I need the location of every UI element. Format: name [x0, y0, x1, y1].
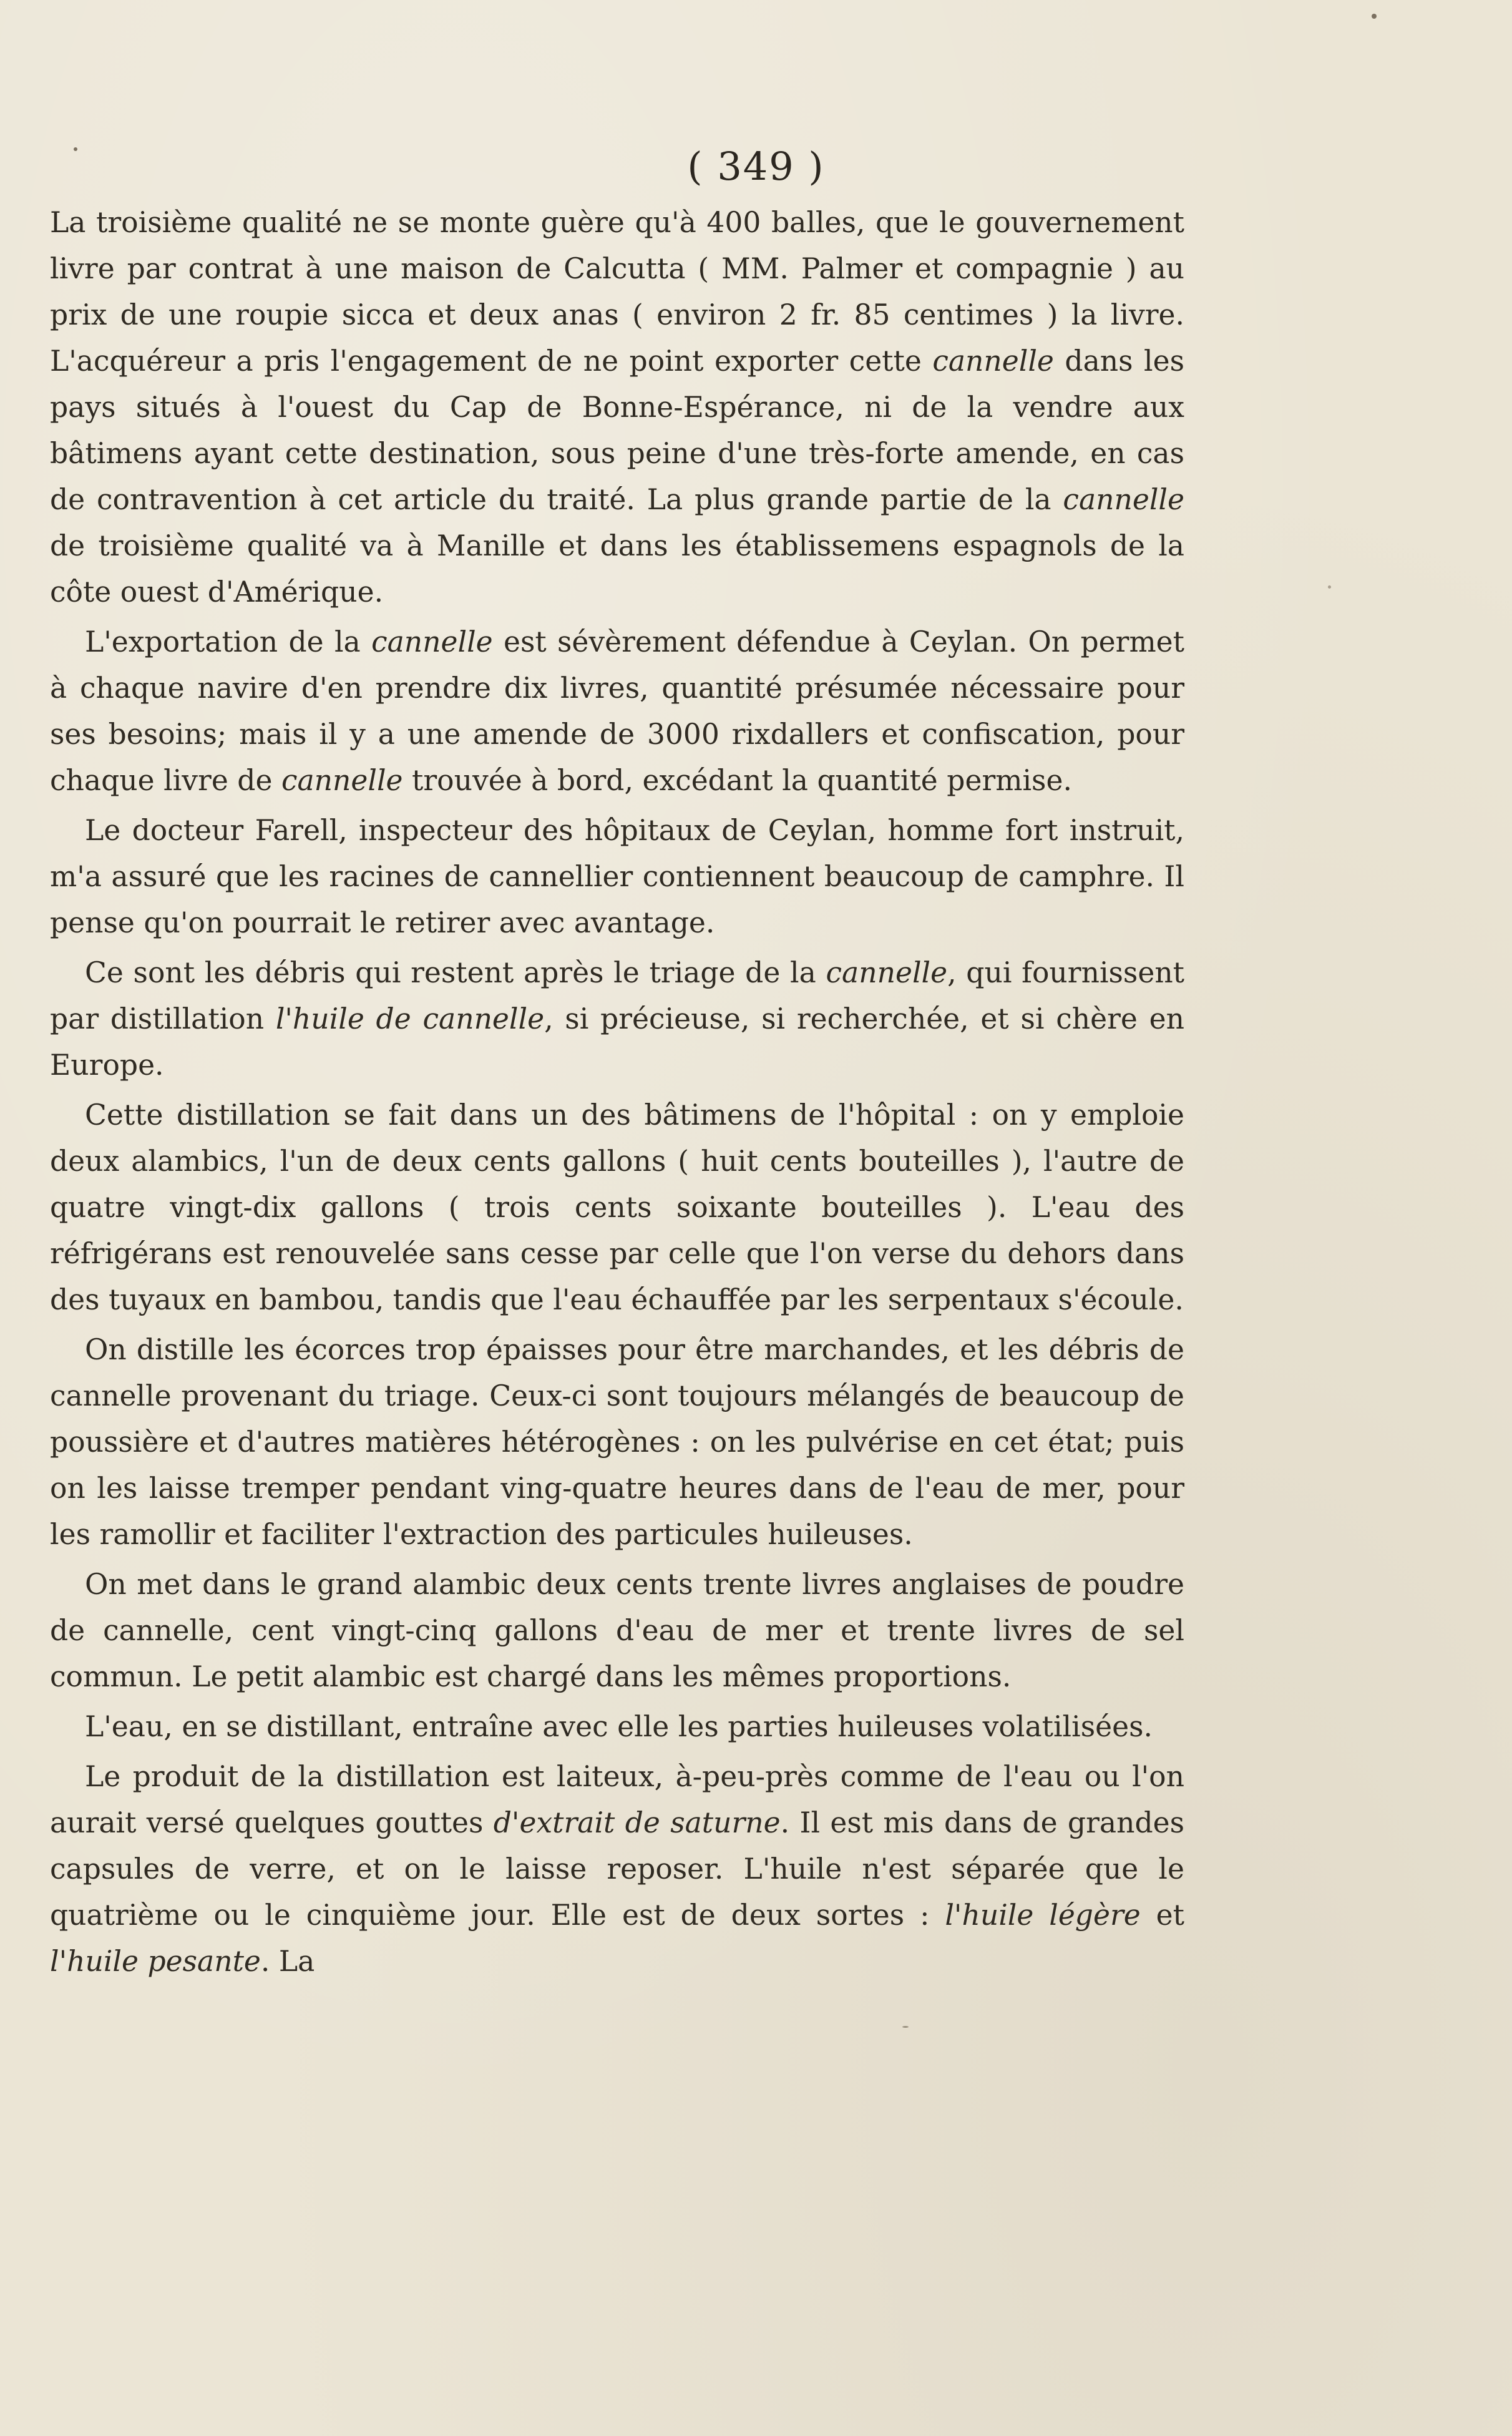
italic-run: cannelle: [281, 764, 403, 797]
text-run: est sévèrement défendue à Ceylan. On permet à chaque navire d'en prendre dix livres, quantité présumée nécessaire pour ses besoins; mais il y a une amende de 3000 rixdallers et confiscation, pour chaque livre de: [50, 625, 1184, 797]
text-run: dans les pays situés à l'ouest du Cap de Bonne-Espérance, ni de la vendre aux bâtimens ayant cette destination, sous peine d'une très-forte amende, en cas de contravention à cet article du traité. La plus grande partie de la: [50, 345, 1184, 516]
paragraph: [50, 1704, 1184, 1750]
text-run: . La: [260, 1945, 315, 1978]
text-run: La troisième qualité ne se monte guère qu'à 400 balles, que le gouvernement livre par contrat à une maison de Calcutta ( MM. Palmer et compagnie ) au prix de une roupie sicca et deux anas ( environ 2 fr. 85 centimes ) la livre. L'acquéreur a pris l'engagement de ne point exporter cette: [50, 206, 1184, 378]
paper-speck: [902, 2026, 909, 2028]
italic-run: d'extrait de saturne: [493, 1806, 781, 1839]
paragraph: [50, 200, 1184, 615]
paragraph: [50, 1092, 1184, 1323]
paper-speck: [1372, 14, 1377, 19]
text-run: et: [1140, 1899, 1184, 1932]
text-run: On distille les écorces trop épaisses pour être marchandes, et les débris de cannelle provenant du triage. Ceux-ci sont toujours mélangés de beaucoup de poussière et d'autres matières hétérogènes : on les pulvérise en cet état; puis on les laisse tremper pendant ving-quatre heures dans de l'eau de mer, pour les ramollir et faciliter l'extraction des particules huileuses.: [50, 1333, 1184, 1551]
italic-run: l'huile de cannelle: [275, 1002, 545, 1035]
paragraph: [50, 1562, 1184, 1700]
italic-run: l'huile légère: [945, 1899, 1141, 1932]
paragraph: [50, 619, 1184, 804]
text-run: Cette distillation se fait dans un des bâtimens de l'hôpital : on y emploie deux alambics, l'un de deux cents gallons ( huit cents bouteilles ), l'autre de quatre vingt-dix gallons ( trois cents soixante bouteilles ). L'eau des réfrigérans est renouvelée sans cesse par celle que l'on verse du dehors dans des tuyaux en bambou, tandis que l'eau échauffée par les serpentaux s'écoule.: [50, 1098, 1184, 1316]
paragraph: [50, 1754, 1184, 1985]
text-run: , si précieuse, si recherchée, et si chère en Europe.: [50, 1002, 1184, 1082]
paragraph: [50, 950, 1184, 1088]
text-run: de troisième qualité va à Manille et dans les établissemens espagnols de la côte ouest d'Amérique.: [50, 529, 1184, 609]
page-number: ( 349 ): [687, 144, 825, 189]
paper-speck: [74, 147, 77, 151]
text-run: Le docteur Farell, inspecteur des hôpitaux de Ceylan, homme fort instruit, m'a assuré que les racines de cannellier contiennent beaucoup de camphre. Il pense qu'on pourrait le retirer avec avantage.: [50, 814, 1184, 939]
paragraph: [50, 808, 1184, 946]
paragraph: [50, 1327, 1184, 1558]
italic-run: cannelle: [371, 625, 493, 658]
text-run: Ce sont les débris qui restent après le triage de la: [85, 956, 826, 989]
text-run: . Il est mis dans de grandes capsules de verre, et on le laisse reposer. L'huile n'est séparée que le quatrième ou le cinquième jour. Elle est de deux sortes :: [50, 1806, 1185, 1932]
text-run: , qui fournissent par distillation: [50, 956, 1184, 1035]
text-run: L'eau, en se distillant, entraîne avec elle les parties huileuses volatilisées.: [85, 1710, 1153, 1743]
italic-run: cannelle: [932, 345, 1054, 378]
text-run: On met dans le grand alambic deux cents trente livres anglaises de poudre de cannelle, cent vingt-cinq gallons d'eau de mer et trente livres de sel commun. Le petit alambic est chargé dans les mêmes proportions.: [50, 1568, 1184, 1693]
text-run: L'exportation de la: [85, 625, 372, 658]
text-run: Le produit de la distillation est laiteux, à-peu-près comme de l'eau ou l'on aurait versé quelques gouttes: [50, 1760, 1184, 1839]
paper-speck: [1328, 585, 1331, 589]
italic-run: cannelle: [1063, 483, 1184, 516]
italic-run: l'huile pesante: [50, 1945, 261, 1978]
italic-run: cannelle: [826, 956, 948, 989]
text-run: trouvée à bord, excédant la quantité permise.: [402, 764, 1072, 797]
body-text: [50, 200, 1184, 1988]
